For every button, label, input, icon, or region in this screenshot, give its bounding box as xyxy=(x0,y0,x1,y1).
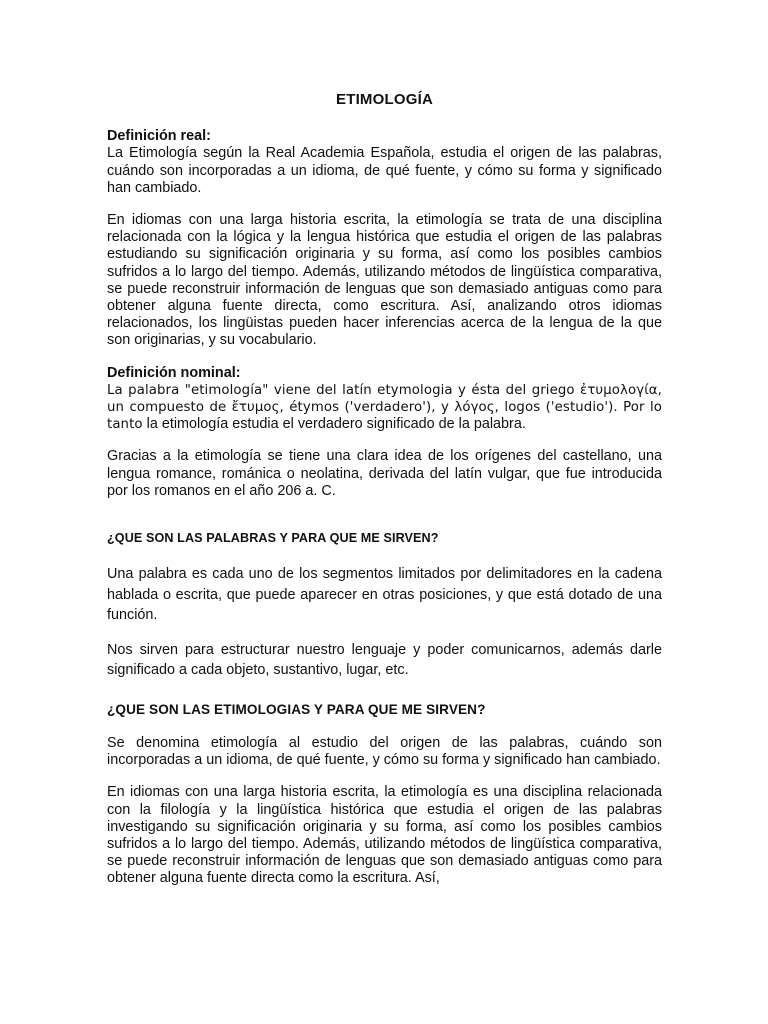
document-title: ETIMOLOGÍA xyxy=(336,91,433,108)
paragraph-nominal-2: Gracias a la etimología se tiene una clara idea de los orígenes del castellano, una lengua romance, románica o neolatina, derivada del latín vulgar, que fue introducida por los romanos en el año 206 a. C. xyxy=(107,448,662,499)
paragraph-nominal-1-greek: La palabra "etimología" viene del latín etymologia y ésta del griego ἐτυμολογία, un compuesto de ἔτυμος, étymos ('verdadero'), y λόγος, logos ('estudio'). Por lo tanto xyxy=(107,382,662,433)
paragraph-real-2: En idiomas con una larga historia escrita, la etimología se trata de una disciplina relacionada con la lógica y la lengua histórica que estudia el origen de las palabras estudiando su significación originaria y su forma, así como los posibles cambios sufridos a lo largo del tiempo. Además, utilizando métodos de lingüística comparativa, se puede reconstruir información de lenguas que son demasiado antiguas como para obtener alguna fuente directa, como escritura. Así, analizando otros idiomas relacionados, los lingüistas pueden hacer inferencias acerca de la lengua de la que son originarias, y su vocabulario. xyxy=(107,212,662,349)
paragraph-real-1: La Etimología según la Real Academia Española, estudia el origen de las palabras, cuándo son incorporadas a un idioma, de qué fuente, y cómo su forma y significado han cambiado. xyxy=(107,145,662,196)
document-page xyxy=(107,91,662,903)
paragraph-etimologias-1: Se denomina etimología al estudio del origen de las palabras, cuándo son incorporadas a un idioma, de qué fuente, y cómo su forma y significado han cambiado. xyxy=(107,734,662,769)
paragraph-nominal-1-rest: la etimología estudia el verdadero significado de la palabra. xyxy=(142,416,526,433)
heading-definicion-real: Definición real: xyxy=(107,128,211,145)
paragraph-palabras-2: Nos sirven para estructurar nuestro lenguaje y poder comunicarnos, además darle significado a cada objeto, sustantivo, lugar, etc. xyxy=(107,641,662,679)
paragraph-palabras-1: Una palabra es cada uno de los segmentos limitados por delimitadores en la cadena hablada o escrita, que puede aparecer en otras posiciones, y que está dotado de una función. xyxy=(107,566,662,624)
heading-etimologias: ¿QUE SON LAS ETIMOLOGIAS Y PARA QUE ME SIRVEN? xyxy=(107,701,486,717)
paragraph-etimologias-2: En idiomas con una larga historia escrita, la etimología es una disciplina relacionada con la filología y la lingüística histórica que estudia el origen de las palabras investigando su significación originaria y su forma, así como los posibles cambios sufridos a lo largo del tiempo. Además, utilizando métodos de lingüística comparativa, se puede reconstruir información de lenguas que son demasiado antiguas como para obtener alguna fuente directa como la escritura. Así, xyxy=(107,784,662,887)
heading-definicion-nominal: Definición nominal: xyxy=(107,364,241,381)
heading-palabras: ¿QUE SON LAS PALABRAS Y PARA QUE ME SIRVEN? xyxy=(107,531,439,546)
paragraph-nominal-1 xyxy=(107,382,662,434)
